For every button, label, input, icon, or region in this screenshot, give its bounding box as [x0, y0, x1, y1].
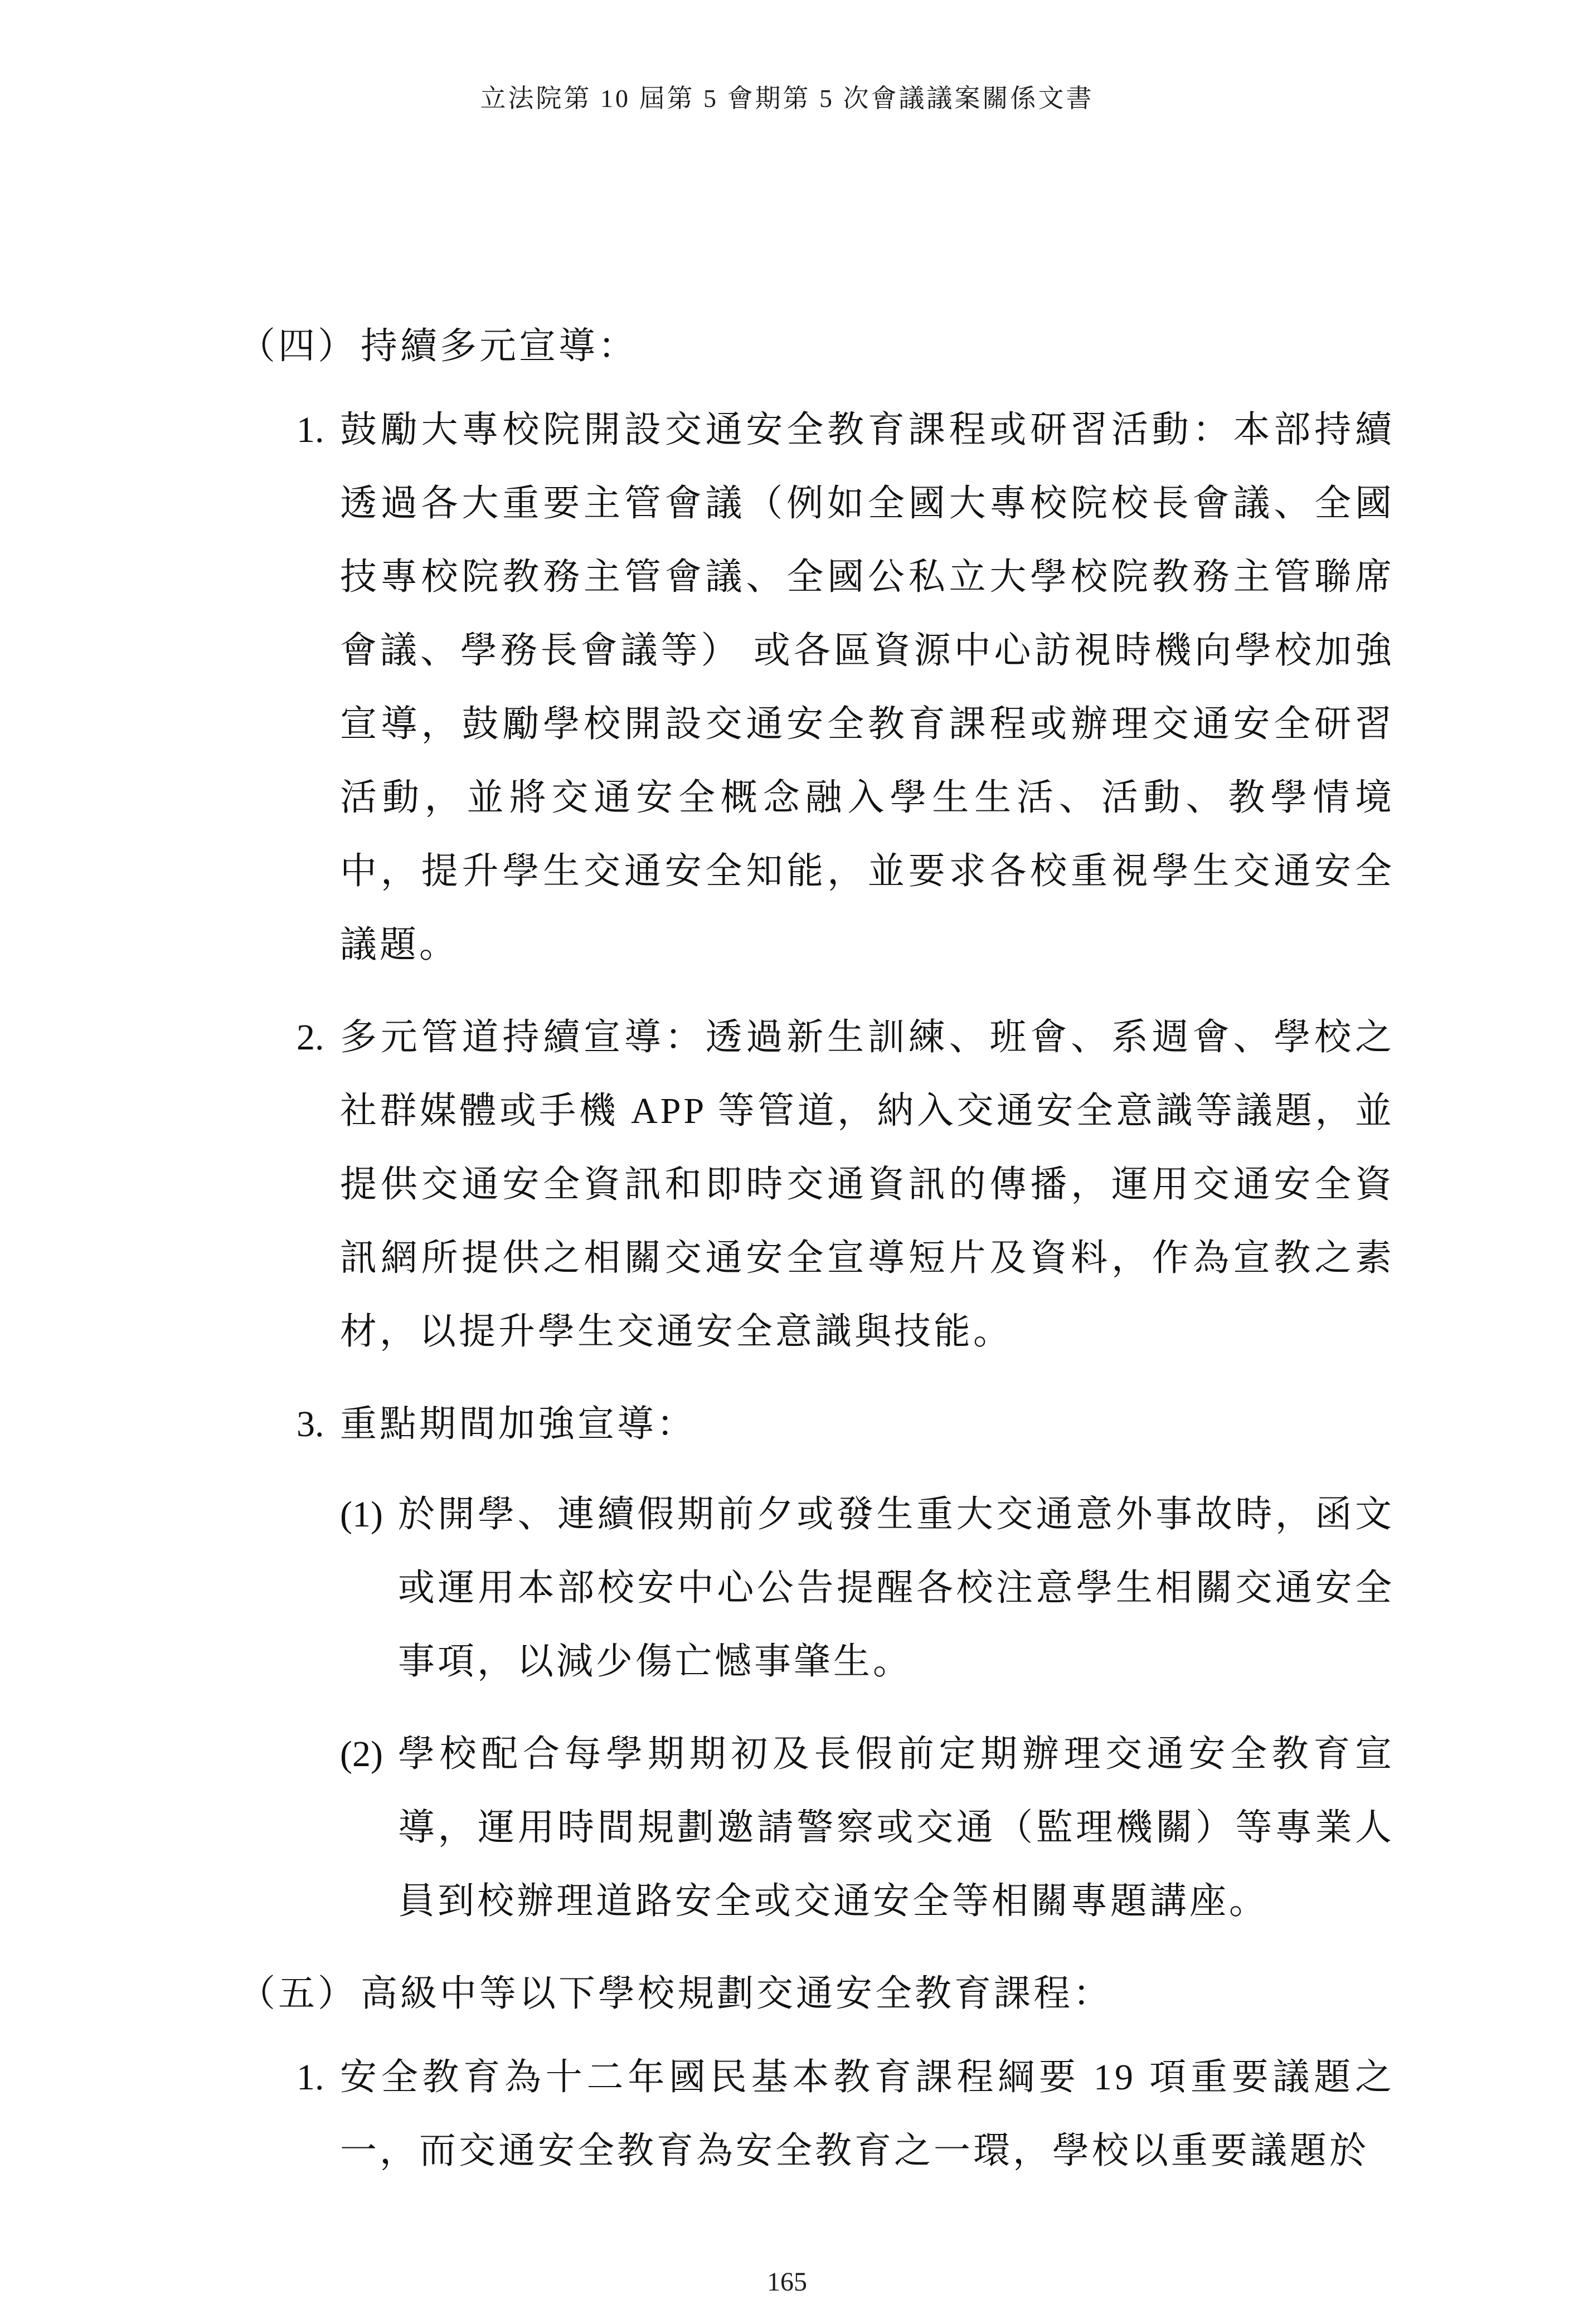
section-5-label: （五）: [239, 1973, 357, 2014]
subitem-number: (1): [340, 1494, 383, 1535]
section-4: [239, 310, 1395, 1957]
list-item-5-1: [297, 2041, 1395, 2188]
item-number: 3.: [297, 1404, 324, 1445]
section-5-title: 高級中等以下學校規劃交通安全教育課程：: [361, 1973, 1113, 2014]
subitem-number: (2): [340, 1734, 383, 1774]
section-4-label: （四）: [239, 326, 357, 367]
subitem-4-3-2: [340, 1718, 1395, 1938]
section-4-heading: [239, 310, 1395, 383]
item-text: 鼓勵大專校院開設交通安全教育課程或研習活動：本部持續透過各大重要主管會議（例如全國大專校院校長會議、全國技專校院教務主管會議、全國公私立大學校院教務主管聯席會議、學務長會議等） 或各區資源中心訪視時機向學校加強宣導，鼓勵學校開設交通安全教育課程或辦理交通安全研習活動，並將交通安全概念融入學生生活、活動、教學情境中，提升學生交通安全知能，並要求各校重視學生交通安全議題。: [340, 410, 1395, 965]
item-text: 重點期間加強宣導：: [340, 1404, 696, 1445]
section-4-title: 持續多元宣導：: [361, 326, 638, 367]
page-number: 165: [767, 2267, 807, 2297]
document-footer: [0, 2267, 1574, 2297]
subitem-text: 學校配合每學期期初及長假前定期辦理交通安全教育宣導，運用時間規劃邀請警察或交通（監理機關）等專業人員到校辦理道路安全或交通安全等相關專題講座。: [398, 1734, 1395, 1922]
list-item-4-3: [297, 1388, 1395, 1461]
item-number: 1.: [297, 2057, 324, 2098]
list-item-4-2: [297, 1001, 1395, 1369]
item-number: 1.: [297, 410, 324, 450]
item-text: 安全教育為十二年國民基本教育課程綱要 19 項重要議題之一，而交通安全教育為安全教育之一環，學校以重要議題於: [340, 2057, 1395, 2171]
header-title: 立法院第 10 屆第 5 會期第 5 次會議議案關係文書: [480, 84, 1094, 113]
item-number: 2.: [297, 1017, 324, 1058]
list-item-4-1: [297, 393, 1395, 982]
sub-list-4-3: [297, 1478, 1395, 1957]
item-text: 多元管道持續宣導：透過新生訓練、班會、系週會、學校之社群媒體或手機 APP 等管道，納入交通安全意識等議題，並提供交通安全資訊和即時交通資訊的傳播，運用交通安全資訊網所提供之相關交通安全宣導短片及資料，作為宣教之素材，以提升學生交通安全意識與技能。: [340, 1017, 1395, 1352]
list-item-4-3-block: [239, 1388, 1395, 1957]
subitem-text: 於開學、連續假期前夕或發生重大交通意外事故時，函文或運用本部校安中心公告提醒各校注意學生相關交通安全事項，以減少傷亡憾事肇生。: [398, 1494, 1395, 1682]
document-header: [0, 0, 1574, 115]
section-5-heading: [239, 1957, 1395, 2031]
subitem-group: [340, 1478, 1395, 1957]
document-body: [0, 310, 1574, 2188]
section-5: [239, 1957, 1395, 2188]
subitem-4-3-1: [340, 1478, 1395, 1699]
